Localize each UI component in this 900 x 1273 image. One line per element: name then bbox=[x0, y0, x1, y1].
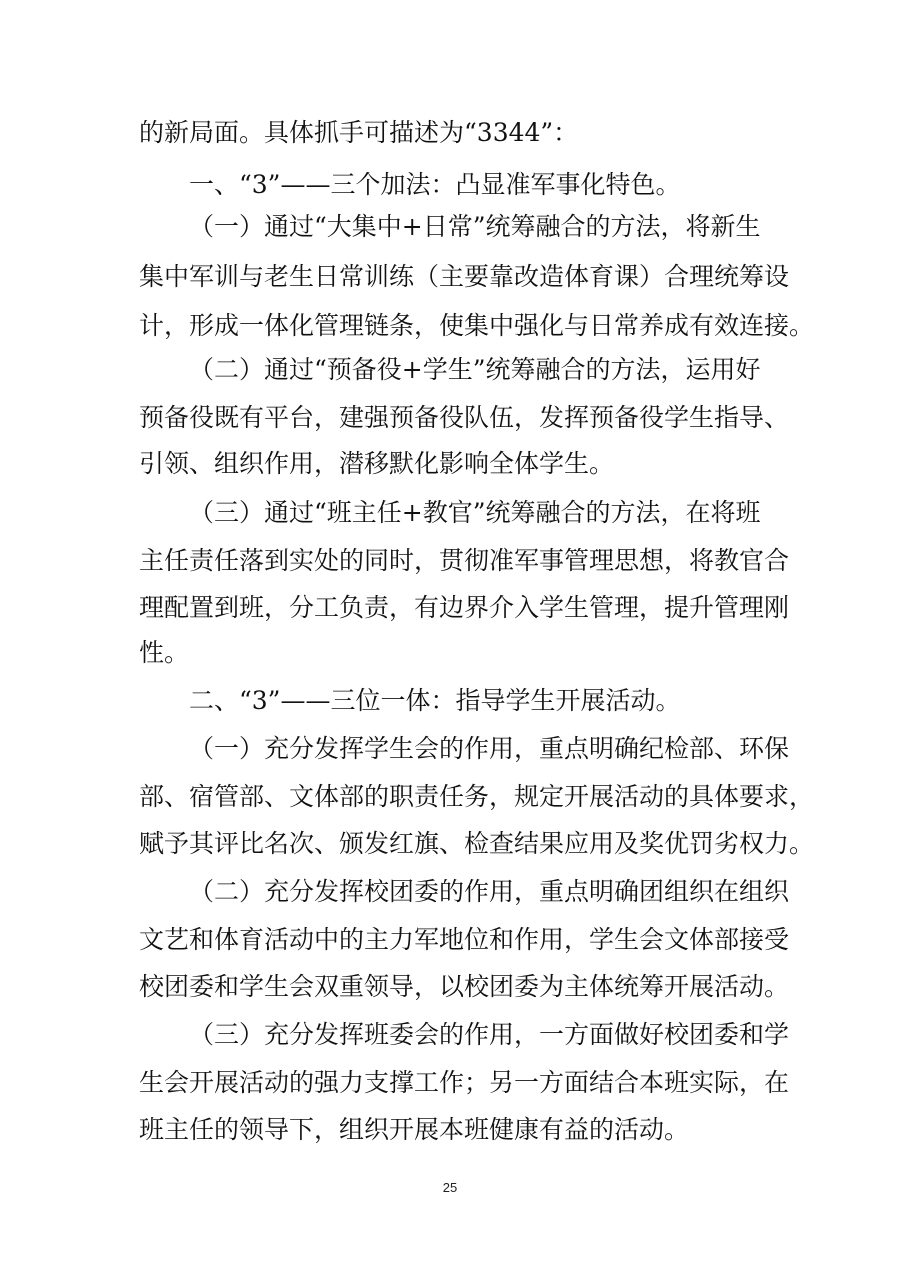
text-line: 性。 bbox=[139, 638, 190, 667]
text-line: 主任责任落到实处的同时，贯彻准军事管理思想，将教官合 bbox=[139, 546, 790, 575]
text-line: 预备役既有平台，建强预备役队伍，发挥预备役学生指导、 bbox=[139, 403, 790, 432]
text-line: 的新局面。具体抓手可描述为“3344”： bbox=[139, 118, 579, 147]
text-line: （三）充分发挥班委会的作用，一方面做好校团委和学 bbox=[189, 1020, 790, 1049]
text-line: 赋予其评比名次、颁发红旗、检查结果应用及奖优罚劣权力。 bbox=[139, 829, 815, 858]
text-line: 引领、组织作用，潜移默化影响全体学生。 bbox=[139, 449, 615, 478]
text-line: （三）通过“班主任+教官”统筹融合的方法，在将班 bbox=[189, 498, 761, 527]
text-line: 生会开展活动的强力支撑工作；另一方面结合本班实际，在 bbox=[139, 1068, 790, 1097]
text-line: （一）充分发挥学生会的作用，重点明确纪检部、环保 bbox=[189, 734, 790, 763]
text-line: 计，形成一体化管理链条，使集中强化与日常养成有效连接。 bbox=[139, 311, 815, 340]
page-number: 25 bbox=[442, 1180, 458, 1195]
text-line: 理配置到班，分工负责，有边界介入学生管理，提升管理刚 bbox=[139, 593, 790, 622]
text-line: （一）通过“大集中+日常”统筹融合的方法，将新生 bbox=[189, 212, 761, 241]
text-line: 文艺和体育活动中的主力军地位和作用，学生会文体部接受 bbox=[139, 925, 790, 954]
section-heading-2: 二、“3”——三位一体：指导学生开展活动。 bbox=[189, 686, 681, 715]
text-line: 集中军训与老生日常训练（主要靠改造体育课）合理统筹设 bbox=[139, 262, 790, 291]
section-heading-1: 一、“3”——三个加法：凸显准军事化特色。 bbox=[189, 170, 681, 199]
text-line: （二）通过“预备役+学生”统筹融合的方法，运用好 bbox=[189, 355, 761, 384]
text-line: 校团委和学生会双重领导，以校团委为主体统筹开展活动。 bbox=[139, 972, 790, 1001]
text-line: 班主任的领导下，组织开展本班健康有益的活动。 bbox=[139, 1115, 690, 1144]
text-line: 部、宿管部、文体部的职责任务，规定开展活动的具体要求， bbox=[139, 782, 815, 811]
text-line: （二）充分发挥校团委的作用，重点明确团组织在组织 bbox=[189, 877, 790, 906]
